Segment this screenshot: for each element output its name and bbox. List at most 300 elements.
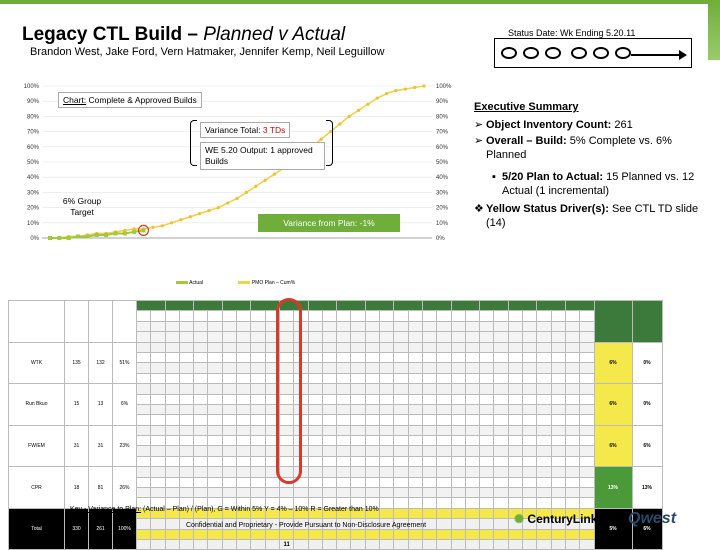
- subheader-cell: [151, 332, 165, 342]
- week-value: [537, 342, 551, 352]
- subheader-cell: [565, 321, 579, 331]
- week-value: [308, 477, 322, 487]
- week-value: [422, 456, 436, 466]
- week-value: [537, 498, 551, 508]
- week-value: [308, 488, 322, 498]
- week-value: [551, 415, 565, 425]
- week-value: [179, 539, 193, 549]
- week-value: [208, 488, 222, 498]
- week-value: [208, 446, 222, 456]
- subheader-cell: [179, 321, 193, 331]
- week-value: [137, 415, 151, 425]
- subheader-cell: [222, 332, 236, 342]
- week-value: [451, 425, 465, 435]
- week-value: [337, 373, 351, 383]
- week-value: [308, 425, 322, 435]
- week-value: [151, 384, 165, 394]
- week-value: [137, 456, 151, 466]
- week-value: [308, 342, 322, 352]
- week-value: [151, 436, 165, 446]
- week-value: [465, 404, 479, 414]
- row-label: WTK: [9, 342, 65, 384]
- week-value: [565, 384, 579, 394]
- week-value: [351, 363, 365, 373]
- week-value: [265, 529, 279, 539]
- week-value: [337, 446, 351, 456]
- week-value: [237, 488, 251, 498]
- week-value: [194, 436, 208, 446]
- week-value: [137, 363, 151, 373]
- subheader-cell: [465, 332, 479, 342]
- week-value: [237, 529, 251, 539]
- week-value: [337, 363, 351, 373]
- week-value: [165, 415, 179, 425]
- subheader-cell: [308, 332, 322, 342]
- week-value: [508, 404, 522, 414]
- week-value: [508, 415, 522, 425]
- week-value: [422, 425, 436, 435]
- week-value: [351, 342, 365, 352]
- week-value: [408, 363, 422, 373]
- week-value: [480, 394, 494, 404]
- week-value: [437, 394, 451, 404]
- arrow-bullet-icon: ➢: [474, 135, 484, 147]
- week-value: [422, 384, 436, 394]
- week-value: [537, 384, 551, 394]
- week-value: [294, 488, 308, 498]
- y2-tick-label: 20%: [436, 205, 449, 212]
- week-value: [551, 498, 565, 508]
- week-value: [222, 477, 236, 487]
- actual-point: [142, 228, 146, 232]
- week-value: [580, 394, 594, 404]
- variance-key: Key - Variance to Plan: (Actual – Plan) / (Plan), G = Within 5% Y = 4% – 10% R = Greater than 10%: [70, 506, 379, 513]
- week-value: [179, 456, 193, 466]
- week-value: [537, 456, 551, 466]
- week-value: [308, 394, 322, 404]
- week-value: [208, 415, 222, 425]
- week-value: [380, 498, 394, 508]
- week-value: [394, 456, 408, 466]
- week-value: [351, 373, 365, 383]
- week-value: [137, 488, 151, 498]
- week-value: [322, 436, 336, 446]
- subheader-cell: [480, 311, 494, 321]
- subheader-cell: [137, 311, 151, 321]
- week-value: [394, 384, 408, 394]
- week-value: [523, 477, 537, 487]
- summary-value: 261: [89, 508, 113, 550]
- week-value: [137, 425, 151, 435]
- subheader-cell: [394, 321, 408, 331]
- exec-bullet-inventory: ➢ Object Inventory Count: 261: [474, 119, 633, 131]
- week-value: [151, 446, 165, 456]
- status-light-icon: [545, 47, 561, 59]
- week-value: [437, 529, 451, 539]
- week-value: [151, 394, 165, 404]
- week-value: [580, 425, 594, 435]
- week-value: [394, 363, 408, 373]
- y-tick-label: 50%: [26, 160, 39, 166]
- actual-point: [132, 230, 136, 234]
- week-header: [451, 301, 480, 311]
- header-summary: [113, 301, 137, 343]
- week-value: [179, 384, 193, 394]
- week-value: [351, 415, 365, 425]
- week-value: [523, 436, 537, 446]
- week-value: [222, 404, 236, 414]
- week-value: [394, 446, 408, 456]
- subheader-cell: [322, 332, 336, 342]
- week-value: [537, 539, 551, 549]
- actual-point: [104, 233, 108, 237]
- plan-point: [376, 97, 379, 100]
- week-value: [365, 436, 379, 446]
- subheader-cell: [337, 321, 351, 331]
- week-value: [408, 467, 422, 477]
- week-value: [337, 539, 351, 549]
- week-value: [494, 446, 508, 456]
- week-value: [165, 425, 179, 435]
- week-value: [480, 467, 494, 477]
- subheader-cell: [480, 332, 494, 342]
- week-value: [551, 539, 565, 549]
- complete-pct-cell: 6%: [632, 425, 662, 467]
- subheader-cell: [523, 332, 537, 342]
- week-value: [179, 477, 193, 487]
- week-value: [365, 394, 379, 404]
- exec-bullet-build: ➢ Overall – Build: 5% Complete vs. 6% Planned: [474, 135, 672, 161]
- week-value: [523, 394, 537, 404]
- week-value: [508, 436, 522, 446]
- week-value: [151, 404, 165, 414]
- week-value: [337, 415, 351, 425]
- week-value: [137, 373, 151, 383]
- summary-value: 135: [65, 342, 89, 384]
- week-value: [451, 477, 465, 487]
- subheader-cell: [422, 311, 436, 321]
- plan-point: [226, 201, 229, 204]
- week-value: [422, 529, 436, 539]
- subheader-cell: [337, 311, 351, 321]
- week-value: [551, 477, 565, 487]
- week-value: [351, 436, 365, 446]
- status-light-icon: [523, 47, 539, 59]
- week-value: [480, 456, 494, 466]
- week-value: [208, 404, 222, 414]
- plan-point: [263, 179, 266, 182]
- week-header: [508, 301, 537, 311]
- week-value: [251, 404, 265, 414]
- week-value: [251, 456, 265, 466]
- week-header: [308, 301, 337, 311]
- centurylink-logo: ✺ CenturyLink: [514, 512, 598, 526]
- plan-point: [170, 221, 173, 224]
- week-value: [551, 488, 565, 498]
- week-value: [394, 415, 408, 425]
- subheader-cell: [322, 321, 336, 331]
- subheader-cell: [551, 321, 565, 331]
- subheader-cell: [551, 311, 565, 321]
- week-value: [537, 425, 551, 435]
- week-value: [394, 394, 408, 404]
- week-value: [494, 539, 508, 549]
- week-value: [494, 508, 508, 518]
- actual-point: [48, 236, 52, 240]
- week-value: [565, 467, 579, 477]
- week-value: [365, 342, 379, 352]
- week-value: [208, 529, 222, 539]
- week-value: [551, 384, 565, 394]
- week-value: [508, 467, 522, 477]
- week-value: [337, 477, 351, 487]
- week-value: [365, 529, 379, 539]
- week-value: [165, 394, 179, 404]
- week-value: [194, 342, 208, 352]
- week-value: [322, 529, 336, 539]
- week-value: [565, 363, 579, 373]
- week-value: [465, 342, 479, 352]
- subheader-cell: [565, 332, 579, 342]
- week-value: [437, 498, 451, 508]
- week-value: [251, 373, 265, 383]
- subheader-cell: [365, 311, 379, 321]
- week-value: [465, 456, 479, 466]
- subheader-cell: [237, 332, 251, 342]
- subheader-cell: [380, 311, 394, 321]
- complete-pct-cell: 0%: [632, 384, 662, 426]
- week-value: [551, 456, 565, 466]
- week-value: [208, 363, 222, 373]
- week-value: [380, 488, 394, 498]
- week-value: [294, 529, 308, 539]
- complete-pct-cell: 13%: [632, 467, 662, 509]
- week-value: [151, 456, 165, 466]
- week-value: [451, 436, 465, 446]
- actual-point: [67, 236, 71, 240]
- subheader-cell: [151, 311, 165, 321]
- week-value: [537, 363, 551, 373]
- week-value: [208, 342, 222, 352]
- confidential-notice: Confidential and Proprietary - Provide Pursuant to Non-Disclosure Agreement: [186, 522, 427, 529]
- output-callout: WE 5.20 Output: 1 approved Builds: [200, 142, 325, 170]
- week-value: [222, 352, 236, 362]
- week-value: [337, 352, 351, 362]
- week-value: [465, 498, 479, 508]
- subheader-cell: [322, 311, 336, 321]
- week-value: [137, 436, 151, 446]
- week-value: [208, 384, 222, 394]
- week-value: [351, 425, 365, 435]
- subheader-cell: [151, 321, 165, 331]
- subheader-cell: [508, 321, 522, 331]
- week-value: [179, 342, 193, 352]
- y2-tick-label: 10%: [436, 220, 449, 227]
- week-value: [179, 363, 193, 373]
- week-value: [165, 436, 179, 446]
- week-value: [580, 363, 594, 373]
- week-value: [422, 539, 436, 549]
- subheader-cell: [480, 321, 494, 331]
- week-value: [465, 415, 479, 425]
- week-value: [394, 529, 408, 539]
- week-value: [237, 415, 251, 425]
- subheader-cell: [408, 321, 422, 331]
- row-label: FW/EM: [9, 425, 65, 467]
- plan-point: [385, 92, 388, 95]
- subheader-cell: [523, 321, 537, 331]
- week-value: [537, 352, 551, 362]
- week-value: [394, 342, 408, 352]
- week-value: [237, 539, 251, 549]
- week-value: [523, 529, 537, 539]
- subheader-cell: [237, 311, 251, 321]
- week-value: [422, 508, 436, 518]
- square-bullet-icon: ▪: [492, 171, 496, 183]
- week-value: [151, 477, 165, 487]
- week-value: [451, 519, 465, 529]
- arrow-head-icon: [679, 50, 687, 60]
- week-value: [165, 456, 179, 466]
- week-value: [308, 539, 322, 549]
- actual-point: [113, 231, 117, 235]
- week-value: [494, 415, 508, 425]
- week-value: [351, 477, 365, 487]
- week-value: [408, 508, 422, 518]
- week-value: [237, 456, 251, 466]
- plan-point: [413, 86, 416, 89]
- week-value: [194, 539, 208, 549]
- week-value: [508, 539, 522, 549]
- week-value: [308, 363, 322, 373]
- week-value: [523, 488, 537, 498]
- subheader-cell: [523, 311, 537, 321]
- actual-pct-cell: 6%: [594, 425, 632, 467]
- week-value: [208, 352, 222, 362]
- status-light-icon: [593, 47, 609, 59]
- week-value: [137, 394, 151, 404]
- week-value: [137, 539, 151, 549]
- subheader-cell: [251, 332, 265, 342]
- week-value: [251, 352, 265, 362]
- week-value: [208, 456, 222, 466]
- week-value: [523, 384, 537, 394]
- week-value: [408, 529, 422, 539]
- week-value: [222, 425, 236, 435]
- week-value: [580, 446, 594, 456]
- week-value: [422, 446, 436, 456]
- week-value: [580, 529, 594, 539]
- week-value: [494, 373, 508, 383]
- week-value: [551, 467, 565, 477]
- week-value: [451, 342, 465, 352]
- week-value: [508, 456, 522, 466]
- week-value: [137, 404, 151, 414]
- week-value: [437, 415, 451, 425]
- week-value: [565, 498, 579, 508]
- week-value: [237, 394, 251, 404]
- week-value: [251, 425, 265, 435]
- week-value: [465, 477, 479, 487]
- week-value: [322, 456, 336, 466]
- week-value: [237, 436, 251, 446]
- summary-value: 51%: [113, 342, 137, 384]
- week-value: [151, 373, 165, 383]
- week-value: [365, 425, 379, 435]
- week-value: [494, 384, 508, 394]
- week-value: [480, 498, 494, 508]
- week-value: [337, 467, 351, 477]
- complete-pct-cell: 0%: [632, 342, 662, 384]
- plan-point: [366, 103, 369, 106]
- week-value: [222, 363, 236, 373]
- week-value: [437, 488, 451, 498]
- week-value: [508, 394, 522, 404]
- week-value: [322, 404, 336, 414]
- week-value: [265, 539, 279, 549]
- status-date: Status Date: Wk Ending 5.20.11: [508, 28, 636, 38]
- week-value: [222, 456, 236, 466]
- week-value: [523, 498, 537, 508]
- week-value: [337, 342, 351, 352]
- subheader-cell: [222, 321, 236, 331]
- week-value: [380, 529, 394, 539]
- week-value: [308, 404, 322, 414]
- chart-canvas: [20, 80, 452, 280]
- week-value: [194, 415, 208, 425]
- y2-tick-label: 70%: [436, 129, 449, 136]
- week-value: [380, 394, 394, 404]
- week-value: [394, 425, 408, 435]
- week-value: [465, 363, 479, 373]
- bracket-right: [326, 120, 333, 166]
- week-value: [508, 498, 522, 508]
- week-value: [537, 446, 551, 456]
- subheader-cell: [165, 332, 179, 342]
- week-value: [551, 352, 565, 362]
- week-value: [251, 529, 265, 539]
- week-value: [279, 529, 293, 539]
- week-value: [580, 488, 594, 498]
- week-value: [508, 488, 522, 498]
- qwest-logo: Qwest: [628, 510, 677, 527]
- week-value: [422, 342, 436, 352]
- week-value: [194, 363, 208, 373]
- week-value: [165, 529, 179, 539]
- week-value: [165, 363, 179, 373]
- header-complete: [632, 301, 662, 343]
- week-value: [179, 373, 193, 383]
- plan-point: [217, 206, 220, 209]
- week-value: [380, 373, 394, 383]
- week-value: [523, 467, 537, 477]
- week-value: [494, 394, 508, 404]
- week-value: [365, 363, 379, 373]
- week-value: [580, 539, 594, 549]
- week-header: [480, 301, 509, 311]
- week-value: [580, 415, 594, 425]
- week-value: [494, 456, 508, 466]
- week-value: [137, 519, 151, 529]
- week-value: [494, 436, 508, 446]
- week-value: [537, 394, 551, 404]
- week-value: [194, 373, 208, 383]
- subheader-cell: [394, 332, 408, 342]
- subheader-cell: [494, 332, 508, 342]
- subheader-cell: [451, 311, 465, 321]
- week-value: [337, 436, 351, 446]
- week-value: [380, 404, 394, 414]
